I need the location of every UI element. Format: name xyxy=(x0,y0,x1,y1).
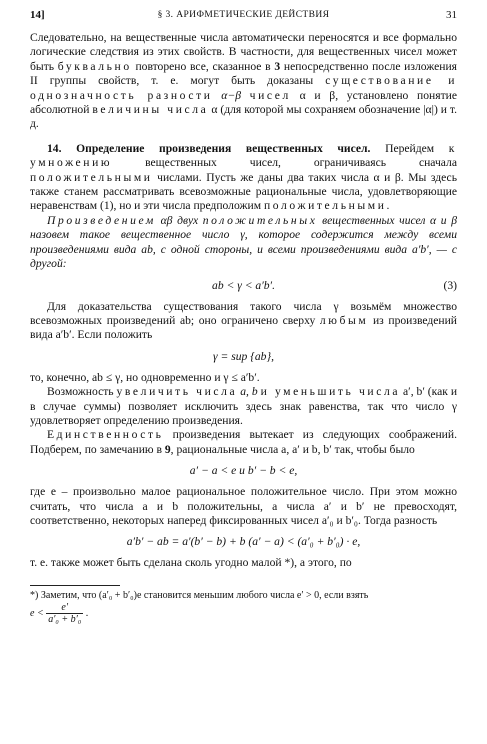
formula-difference: a′b′ − ab = a′(b′ − b) + b (a′ − a) < (a′₀ + b′₀) · e, xyxy=(126,535,361,549)
footnote: *) Заметим, что (a′₀ + b′₀)e становится меньшим любого числа e′ > 0, если взять e < $\frac{e'}{\text{a′₀ + b′₀}}$ . xyxy=(30,589,369,625)
page-number: 31 xyxy=(446,9,457,21)
paragraph-1: Следовательно, на вещественные числа автоматически переносятся и все формально логические следствия из этих свойств. В частности, для вещественных чисел может быть буквально повторено все, сказанное в 3 непосредственно после изложения II группы свойств, т. е. могут быть доказаны существование и однозначность разности α−β чисел α и β, установлено понятие абсолютной величины числа α (для которой мы сохраняем обозначение |α|) и т. д. xyxy=(30,31,458,131)
paragraph-existence: Для доказательства существования такого числа γ возьмём множество всевозможных произведений ab; оно ограничено сверху любым из произведений вида a′b′. Если положить xyxy=(30,299,457,342)
chapter-title: § 3. АРИФМЕТИЧЕСКИЕ ДЕЙСТВИЯ xyxy=(157,10,330,20)
paragraph-where: где e – произвольно малое рациональное положительное число. При этом можно считать, что числа a и b положительны, а числа a′ и b′ не превосходят, соответственно, некоторых наперед фиксированных чисел a′₀ и b′₀. Тогда разность xyxy=(30,485,457,527)
paragraph-possibility: Возможность увеличить числа a, b и уменьшить числа a′, b′ (как и в случае суммы) позволяет исключить здесь знак равенства, так что число γ удовлетворяет определению произведения. xyxy=(30,385,458,427)
paragraph-then: то, конечно, ab ≤ γ, но одновременно и γ ≤ a′b′. xyxy=(30,370,260,384)
footnote-fraction: $\frac{e'}{\text{a′₀ + b′₀}}$ xyxy=(48,601,82,625)
formula-3: ab < γ < a′b′. (3) xyxy=(212,278,457,292)
section-number: 14. xyxy=(47,141,62,155)
section-marker: 14] xyxy=(30,9,45,21)
paragraph-last: т. е. также может быть сделана сколь угодно малой *), а этого, по xyxy=(30,556,352,570)
section-14-paragraph: 14. Определение произведения вещественных чисел. Перейдем к умножению вещественных чисел, ограничиваясь сначала положительными числами. Пусть же даны два таких числа α и β. Мы здесь также станем рассматривать всевозможные рациональные числа, удовлетворяющие неравенствам (1), но и эти числа предположим положительными. xyxy=(30,141,457,213)
formula-inequalities: a′ − a < e и b′ − b < e, xyxy=(189,464,298,478)
equation-number: (3) xyxy=(443,278,457,292)
definition-paragraph: Произведением αβ двух положительных вещественных чисел α и β назовем такое вещественное число γ, которое содержится между всеми произведениями вида ab, с одной стороны, и всеми произведениями вида a′b′, — с другой: xyxy=(30,213,457,271)
section-title: Определение произведения вещественных чисел. xyxy=(76,141,371,155)
page-body xyxy=(30,31,457,625)
formula-sup: γ = sup {ab}, xyxy=(213,349,274,363)
footnote-rule xyxy=(30,585,120,586)
paragraph-uniqueness: Единственность произведения вытекает из следующих соображений. Подберем, по замечанию в 9, рациональные числа a, a′ и b, b′ так, чтобы было xyxy=(30,428,457,456)
